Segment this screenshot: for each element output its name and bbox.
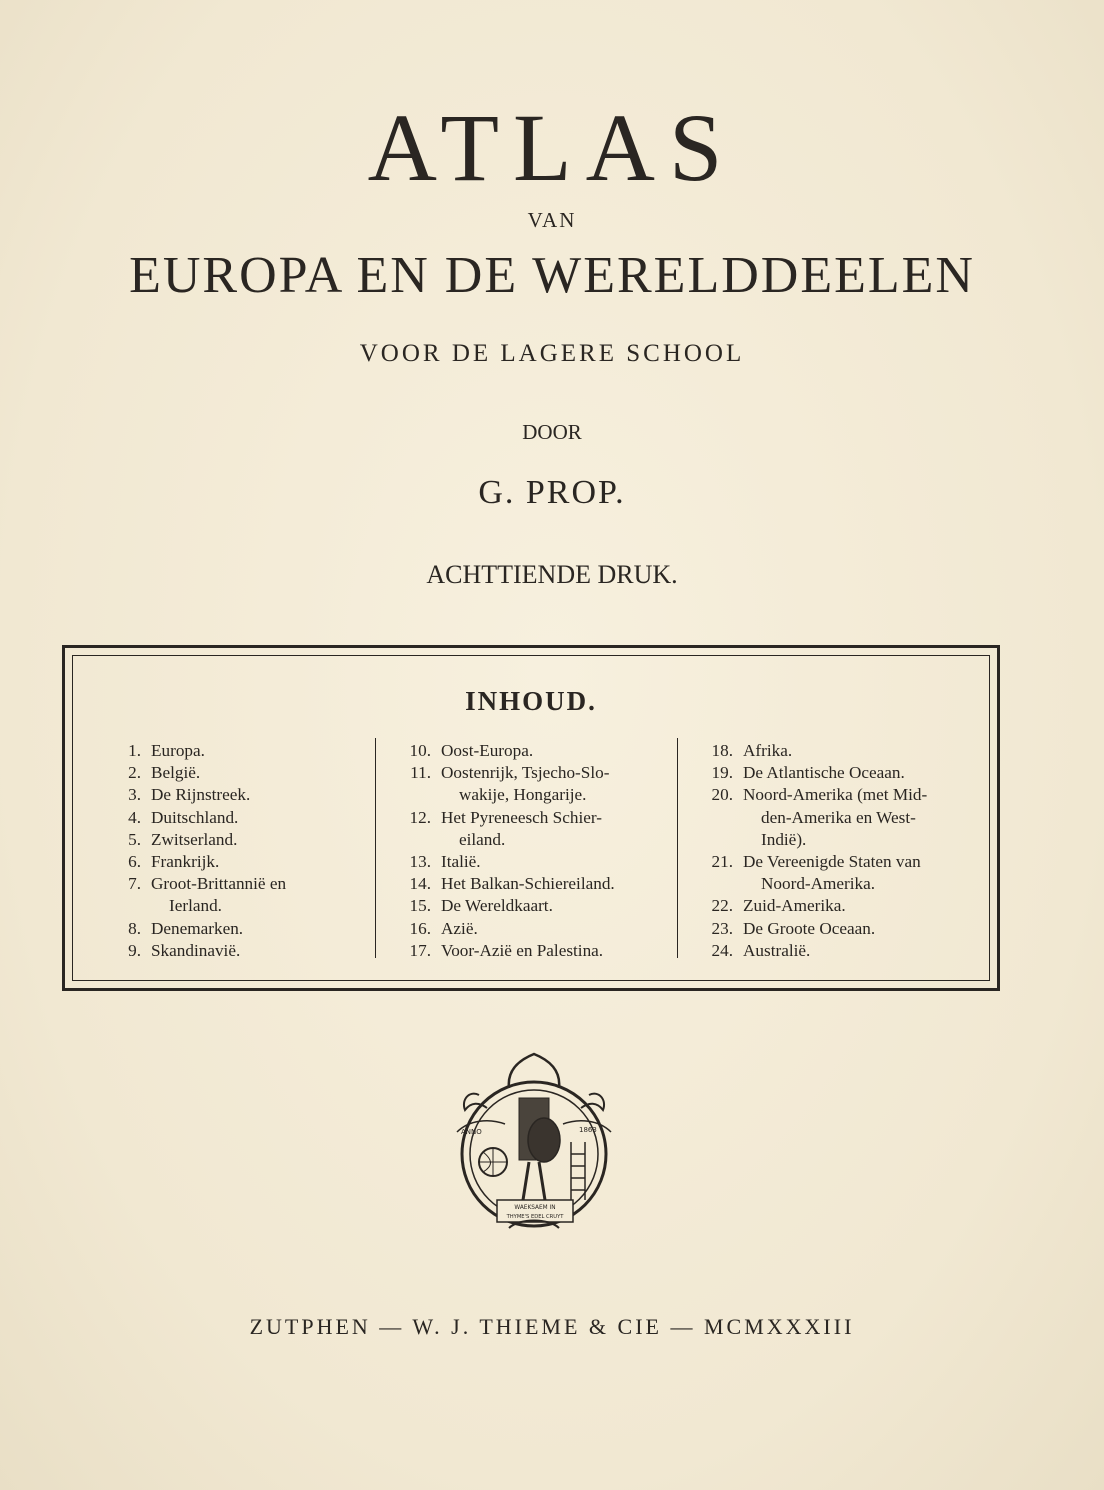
toc-entry-label [151, 918, 371, 940]
emblem-anno: ANNO [461, 1128, 482, 1136]
toc-entry-label [151, 740, 371, 762]
toc-entry [101, 851, 371, 873]
toc-entry-line: Australië. [743, 940, 811, 960]
toc-entry-label [743, 918, 985, 940]
toc-entry-line: Duitschland. [151, 807, 239, 827]
toc-entry-line: Oostenrijk, Tsjecho-Slo- [441, 763, 610, 783]
toc-entry [101, 807, 371, 829]
toc-entry-number: 22. [711, 896, 733, 916]
toc-entry-number: 24. [711, 940, 733, 960]
toc-entry-number: 1. [128, 741, 141, 760]
toc-column-3 [693, 740, 985, 962]
toc-entry [101, 829, 371, 851]
toc-entry-number: 10. [409, 741, 431, 760]
toc-entry-number: 13. [409, 852, 431, 872]
toc-entry [693, 895, 985, 917]
toc-entry-number: 17. [409, 940, 431, 960]
author-name: G. PROP. [478, 474, 626, 511]
toc-entry-line: Zwitserland. [151, 829, 238, 849]
toc-entry-label [441, 762, 669, 806]
toc-entry [391, 940, 669, 962]
emblem-motto-2: THYME'S EDEL CRUYT [506, 1214, 564, 1220]
toc-entry-line: De Rijnstreek. [151, 785, 251, 805]
toc-heading: INHOUD. [465, 686, 597, 716]
toc-entry-label [441, 918, 669, 940]
book-title: ATLAS [367, 94, 737, 201]
toc-entry-line: Indië). [761, 829, 807, 849]
title-connector: VAN [527, 208, 577, 232]
publisher-emblem-icon [449, 1050, 619, 1234]
toc-entry-label [151, 829, 371, 851]
toc-entry [693, 762, 985, 784]
toc-entry-label [743, 851, 985, 895]
toc-entry-line: Azië. [441, 918, 478, 938]
toc-entry [101, 784, 371, 806]
toc-entry-number: 11. [410, 763, 431, 783]
toc-column-1 [101, 740, 371, 962]
toc-entry [693, 851, 985, 895]
toc-entry-line: Europa. [151, 741, 205, 760]
toc-entry-line: Afrika. [743, 741, 793, 760]
toc-entry-label [743, 895, 985, 917]
toc-entry-label [743, 940, 985, 962]
toc-entry-line: De Vereenigde Staten van [743, 852, 921, 872]
column-divider [677, 738, 678, 958]
toc-entry-label [441, 851, 669, 873]
toc-entry-label [151, 851, 371, 873]
toc-entry-line: Groot-Brittannië en [151, 874, 287, 894]
toc-entry [693, 784, 985, 851]
toc-entry-line: Denemarken. [151, 918, 244, 938]
column-divider [375, 738, 376, 958]
toc-entry [391, 918, 669, 940]
toc-entry-number: 20. [711, 785, 733, 805]
toc-entry [101, 740, 371, 762]
toc-entry-label [441, 895, 669, 917]
toc-entry-line: Ierland. [169, 896, 222, 916]
toc-entry-number: 6. [128, 852, 141, 872]
toc-entry-number: 8. [128, 918, 141, 938]
toc-entry-line: Noord-Amerika (met Mid- [743, 785, 928, 805]
toc-entry-label [151, 940, 371, 962]
toc-entry-line: Oost-Europa. [441, 741, 534, 760]
toc-entry-line: Skandinavië. [151, 940, 241, 960]
toc-entry-label [441, 740, 669, 762]
toc-entry-number: 21. [711, 852, 733, 872]
book-subtitle: EUROPA EN DE WERELDDEELEN [129, 247, 975, 304]
toc-entry-line: De Atlantische Oceaan. [743, 763, 905, 783]
emblem-motto-1: WAEKSAEM IN [514, 1205, 556, 1211]
toc-entry-number: 12. [409, 807, 431, 827]
toc-entry-label [743, 762, 985, 784]
toc-entry-label [151, 873, 371, 917]
toc-entry-label [743, 784, 985, 851]
toc-entry [391, 895, 669, 917]
toc-entry-line: Italië. [441, 852, 481, 872]
toc-entry-line: Frankrijk. [151, 852, 220, 872]
toc-entry-label [151, 784, 371, 806]
toc-entry [101, 762, 371, 784]
toc-entry [391, 762, 669, 806]
toc-entry [391, 851, 669, 873]
audience-line: VOOR DE LAGERE SCHOOL [359, 340, 745, 367]
toc-entry [391, 873, 669, 895]
toc-entry-number: 14. [409, 874, 431, 894]
toc-entry [693, 918, 985, 940]
toc-entry-label [441, 940, 669, 962]
toc-entry-label [151, 807, 371, 829]
toc-entry-line: Het Pyreneesch Schier- [441, 807, 602, 827]
toc-entry-number: 9. [128, 940, 141, 960]
toc-entry-line: De Groote Oceaan. [743, 918, 876, 938]
toc-entry-line: den-Amerika en West- [761, 807, 916, 827]
toc-entry-line: België. [151, 763, 201, 783]
toc-entry-label [441, 807, 669, 851]
toc-entry-label [151, 762, 371, 784]
toc-entry-number: 19. [711, 763, 733, 783]
table-of-contents [62, 645, 1000, 991]
toc-inner-frame [72, 655, 990, 981]
toc-entry-line: De Wereldkaart. [441, 896, 553, 916]
publisher-imprint: ZUTPHEN — W. J. THIEME & CIE — MCMXXXIII [249, 1314, 855, 1339]
toc-entry-number: 7. [128, 874, 141, 894]
toc-column-2 [391, 740, 669, 962]
toc-entry-number: 3. [128, 785, 141, 805]
toc-entry-number: 4. [128, 807, 141, 827]
toc-entry [101, 873, 371, 917]
toc-entry [101, 918, 371, 940]
toc-entry-line: Zuid-Amerika. [743, 896, 846, 916]
toc-entry-number: 15. [409, 896, 431, 916]
toc-entry-line: wakije, Hongarije. [459, 785, 587, 805]
toc-entry-line: Noord-Amerika. [761, 874, 876, 894]
toc-entry [693, 940, 985, 962]
toc-entry-number: 5. [128, 829, 141, 849]
toc-entry-line: eiland. [459, 829, 506, 849]
toc-entry [101, 940, 371, 962]
toc-entry-number: 23. [711, 918, 733, 938]
toc-entry-line: Voor-Azië en Palestina. [441, 940, 604, 960]
toc-entry [391, 740, 669, 762]
by-line: DOOR [522, 420, 582, 444]
toc-entry-label [441, 873, 669, 895]
toc-entry-number: 2. [128, 763, 141, 783]
toc-entry-label [743, 740, 985, 762]
toc-entry [693, 740, 985, 762]
toc-entry-number: 16. [409, 918, 431, 938]
toc-entry [391, 807, 669, 851]
toc-entry-line: Het Balkan-Schiereiland. [441, 874, 615, 894]
edition-line: ACHTTIENDE DRUK. [426, 560, 678, 589]
emblem-year: 1863 [579, 1126, 597, 1134]
toc-entry-number: 18. [711, 741, 733, 760]
